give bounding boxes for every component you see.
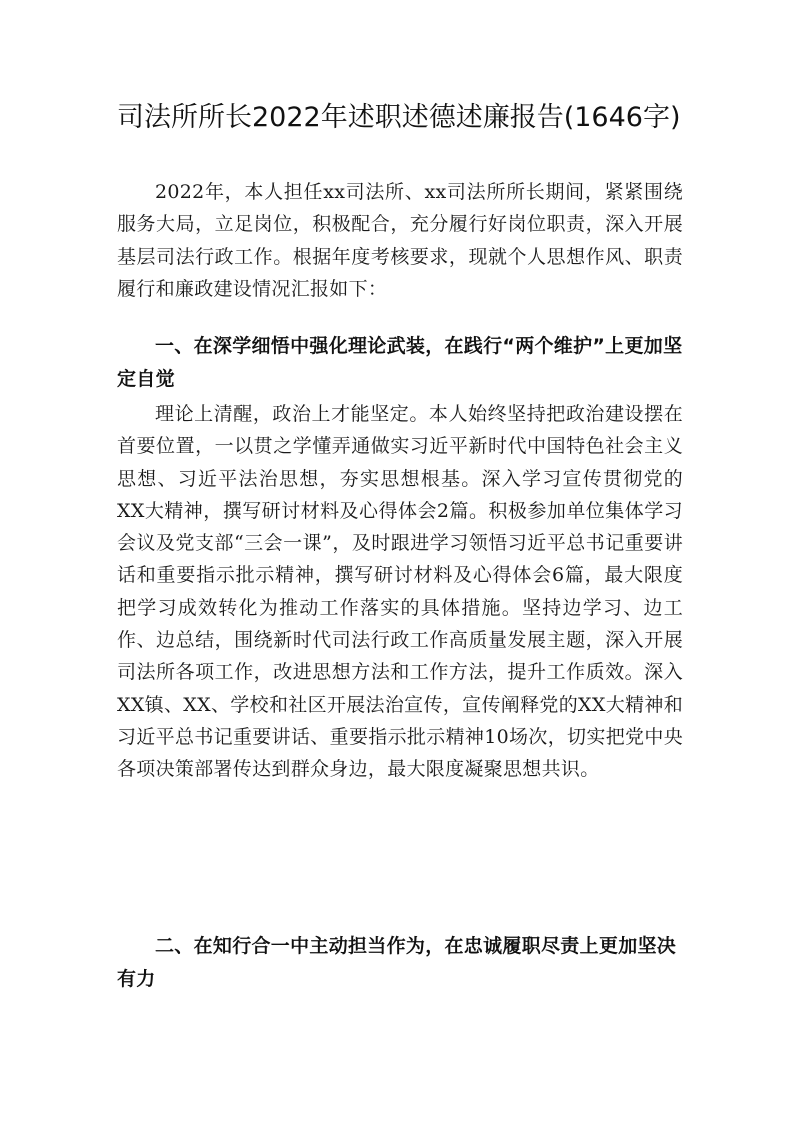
intro-paragraph: 2022年，本人担任xx司法所、xx司法所所长期间，紧紧围绕服务大局，立足岗位，积极配合，充分履行好岗位职责，深入开展基层司法行政工作。根据年度考核要求，现就个人思想作风、职责履行和廉政建设情况汇报如下： — [117, 181, 683, 300]
section-1-paragraph: 理论上清醒，政治上才能坚定。本人始终坚持把政治建设摆在首要位置，一以贯之学懂弄通做实习近平新时代中国特色社会主义思想、习近平法治思想，夯实思想根基。深入学习宣传贯彻党的XX大精神，撰写研讨材料及心得体会2篇。积极参加单位集体学习会议及党支部“三会一课”，及时跟进学习领悟习近平总书记重要讲话和重要指示批示精神，撰写研讨材料及心得体会6篇，最大限度把学习成效转化为推动工作落实的具体措施。坚持边学习、边工作、边总结，围绕新时代司法行政工作高质量发展主题，深入开展司法所各项工作，改进思想方法和工作方法，提升工作质效。深入XX镇、XX、学校和社区开展法治宣传，宣传阐释党的XX大精神和习近平总书记重要讲话、重要指示批示精神10场次，切实把党中央各项决策部署传达到群众身边，最大限度凝聚思想共识。 — [117, 403, 683, 781]
document-title: 司法所所长2022年述职述德述廉报告(1646字) — [117, 102, 681, 133]
section-heading-1: 一、在深学细悟中强化理论武装，在践行“两个维护”上更加坚定自觉 — [117, 335, 683, 390]
section-heading-2: 二、在知行合一中主动担当作为，在忠诚履职尽责上更加坚决有力 — [117, 935, 677, 990]
